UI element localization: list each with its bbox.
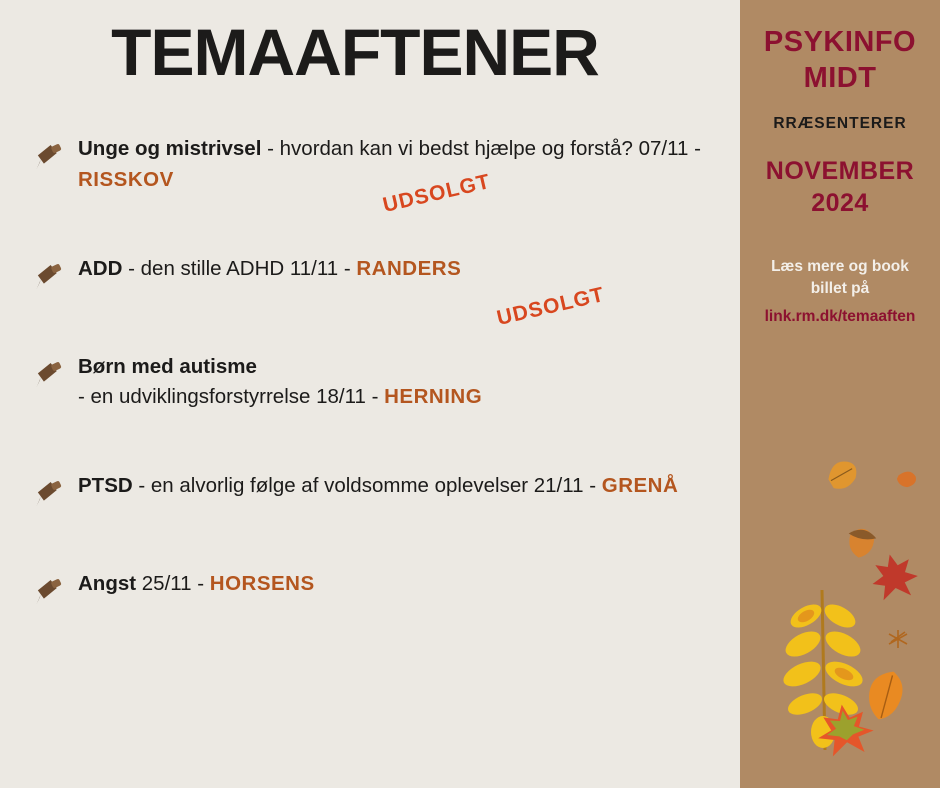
readmore-line-1: Læs mere og book (771, 257, 909, 275)
pushpin-icon (30, 473, 70, 507)
pushpin-icon (30, 136, 70, 170)
readmore-text (740, 256, 940, 329)
list-item (30, 254, 740, 294)
event-title: Unge og mistrivsel (78, 137, 262, 160)
event-desc: - den stille ADHD 11/11 - (122, 256, 357, 280)
pushpin-icon (30, 571, 70, 605)
list-item (30, 569, 740, 609)
event-text (78, 569, 315, 600)
event-desc: 25/11 - (136, 572, 210, 595)
presents-label: RRÆSENTERER (773, 114, 907, 132)
event-city: HORSENS (209, 572, 315, 595)
year-label: 2024 (811, 189, 869, 217)
list-item (30, 134, 740, 196)
list-item (30, 471, 740, 511)
event-city: HERNING (384, 385, 483, 409)
autumn-leaves-decoration (740, 440, 940, 788)
status-badge: UDSOLGT (380, 169, 493, 218)
event-list (0, 134, 740, 609)
event-desc: - en alvorlig følge af voldsomme oplevelser 21/11 - (132, 474, 602, 497)
event-city: RISSKOV (78, 167, 174, 191)
readmore-line-2: billet på (810, 279, 870, 297)
event-desc: - hvordan kan vi bedst hjælpe og forstå? 07/11 - (261, 137, 701, 160)
event-title: Angst (78, 572, 137, 595)
event-title: PTSD (78, 474, 133, 497)
sidebar (740, 0, 940, 788)
event-text (78, 254, 461, 285)
brand-line-2: MIDT (803, 62, 877, 95)
booking-link[interactable]: link.rm.dk/temaaften (764, 308, 916, 326)
event-text (78, 471, 678, 502)
brand-name (740, 24, 940, 97)
event-title: ADD (78, 256, 123, 280)
pushpin-icon (30, 354, 70, 388)
brand-line-1: PSYKINFO (763, 26, 917, 58)
month-label: NOVEMBER (765, 156, 915, 185)
event-text (78, 352, 482, 414)
event-city: RANDERS (356, 256, 462, 280)
event-text (78, 134, 718, 196)
pushpin-icon (30, 256, 70, 290)
list-item (30, 352, 740, 414)
status-badge: UDSOLGT (494, 282, 607, 331)
month-year (740, 155, 940, 220)
event-city: GRENÅ (601, 474, 679, 497)
event-title: Børn med autisme (78, 354, 257, 378)
event-desc: - en udviklingsforstyrrelse 18/11 - (78, 385, 385, 409)
page-title: TEMAAFTENER (111, 15, 599, 89)
